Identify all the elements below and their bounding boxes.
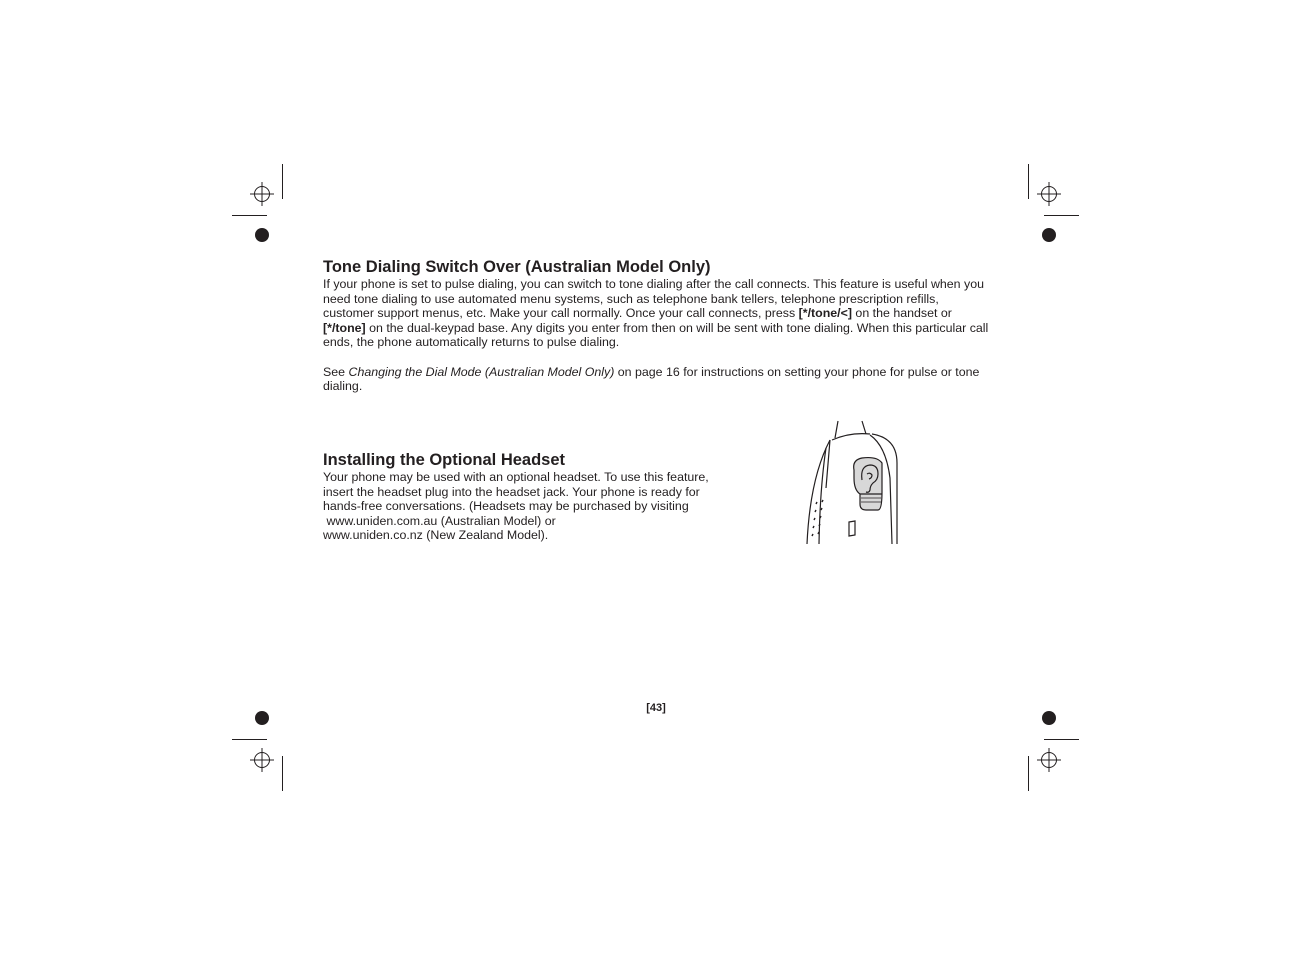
text-run: on the dual-keypad base. Any digits you enter from then on will be sent with tone dialing. When this particular call ends, the phone automatically returns to pulse dialing. xyxy=(323,320,989,350)
crop-mark xyxy=(282,756,283,791)
text-line: Your phone may be used with an optional headset. To use this feature, xyxy=(323,470,709,484)
registration-target-icon xyxy=(250,748,274,772)
crop-mark xyxy=(1028,164,1029,199)
registration-target-icon xyxy=(250,182,274,206)
text-run: If your phone is set to pulse dialing, you can switch to tone dialing after the call connects. This feature is useful when you need tone dialing to use automated menu systems, such as telephone bank tellers, telephone prescription refills, customer support menus, etc. Make your call normally. Once your call connects, press xyxy=(323,277,984,321)
dial-mode-reference xyxy=(323,365,991,394)
tone-dialing-section xyxy=(323,257,991,394)
headset-description xyxy=(323,470,753,543)
crop-mark xyxy=(1044,215,1079,216)
registration-dot xyxy=(1042,711,1056,725)
headset-section xyxy=(323,450,753,543)
crop-mark xyxy=(1044,739,1079,740)
text-run: on page 16 for instructions on setting your phone for pulse or tone dialing. xyxy=(323,364,980,394)
registration-target-icon xyxy=(1037,182,1061,206)
registration-dot xyxy=(1042,228,1056,242)
crop-mark xyxy=(232,215,267,216)
base-key-label: [*/tone] xyxy=(323,320,366,335)
registration-target-icon xyxy=(1037,748,1061,772)
registration-dot xyxy=(255,228,269,242)
crop-mark xyxy=(232,739,267,740)
page-number: [43] xyxy=(646,702,666,714)
text-run: on the handset or xyxy=(851,306,952,321)
text-run: See xyxy=(323,364,349,379)
registration-dot xyxy=(255,711,269,725)
tone-dialing-description xyxy=(323,277,991,350)
section-title: Installing the Optional Headset xyxy=(323,451,566,469)
headset-jack-icon xyxy=(800,418,910,548)
crop-mark xyxy=(282,164,283,199)
text-line: insert the headset plug into the headset jack. Your phone is ready for xyxy=(323,484,700,499)
text-line: hands-free conversations. (Headsets may be purchased by visiting xyxy=(323,499,689,514)
handset-key-label: [*/tone/<] xyxy=(798,306,852,321)
crop-mark xyxy=(1028,756,1029,791)
section-title: Tone Dialing Switch Over (Australian Model Only) xyxy=(323,258,711,276)
text-line: www.uniden.com.au (Australian Model) or xyxy=(323,513,556,528)
text-line: www.uniden.co.nz (New Zealand Model). xyxy=(323,528,549,543)
cross-reference: Changing the Dial Mode (Australian Model Only) xyxy=(348,364,615,379)
